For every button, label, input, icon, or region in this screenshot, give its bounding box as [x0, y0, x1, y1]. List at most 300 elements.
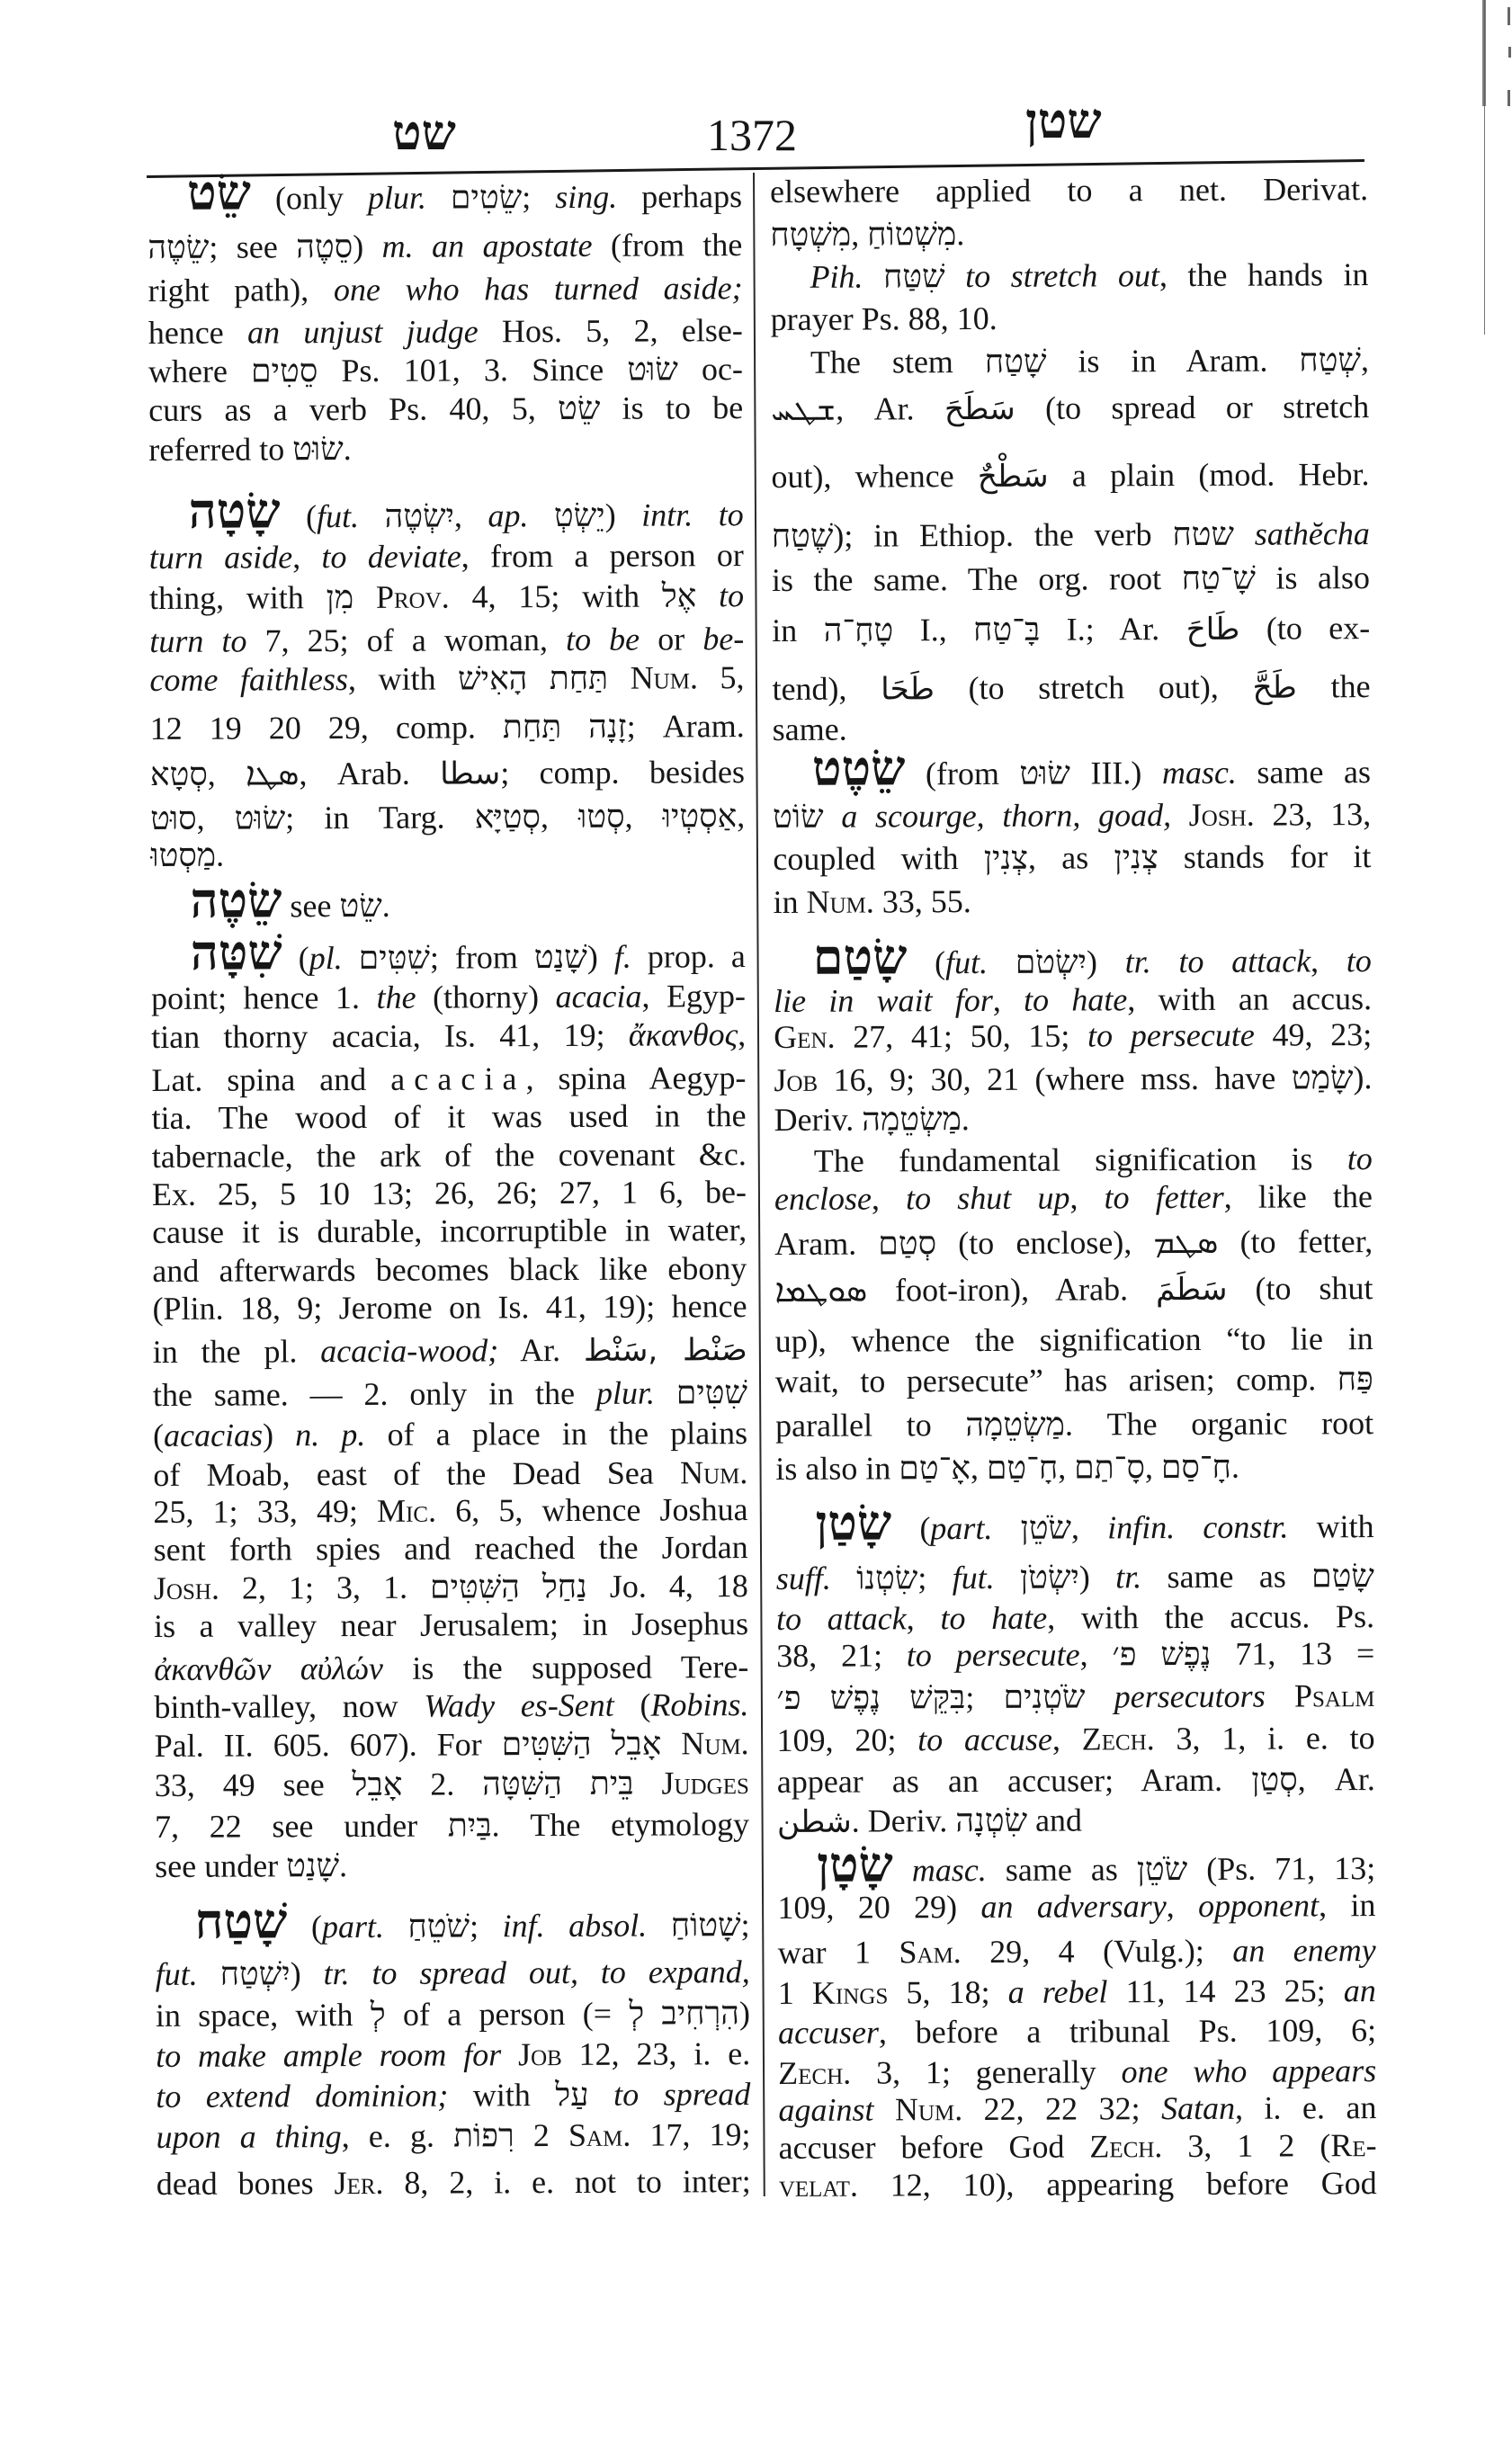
text-line: [774, 1176, 1373, 1220]
text-run: 12, 23, i. e.: [561, 2035, 751, 2073]
text-line: [148, 309, 743, 353]
text-run: elsewhere applied to a net. Derivat.: [770, 171, 1369, 210]
text-run: the same. — 2. only in the: [152, 1374, 596, 1413]
italic-text: to persecute: [1087, 1016, 1255, 1054]
text-run: war 1: [777, 1934, 899, 1971]
text-run: , like the: [1223, 1178, 1373, 1215]
text-line: [148, 426, 743, 470]
text-line: [154, 1684, 748, 1728]
italic-text: to: [1346, 1140, 1373, 1177]
italic-text: come faithless: [149, 661, 349, 698]
text-line: [150, 873, 745, 928]
text-line: [150, 832, 745, 876]
italic-text: acacia: [555, 978, 642, 1015]
text-run: Aram. סְטַם (to enclose), ܣܛܡ (to fetter,: [774, 1223, 1373, 1262]
text-run: שִׁטִּים; from שָׁנַט): [342, 938, 614, 977]
headword: שִׁטָּה: [190, 925, 282, 980]
arabic-word: طَاحَ: [1185, 611, 1240, 648]
text-run: (: [282, 940, 309, 977]
text-run: שָׁטוֹחַ;: [647, 1907, 750, 1944]
italic-text: inf. absol.: [502, 1907, 648, 1945]
italic-text: masc.: [1161, 754, 1237, 791]
text-run: dead bones: [156, 2165, 335, 2202]
text-run: . Deriv. שִׂטְנָה and: [851, 1802, 1083, 1839]
small-caps-reference: Sam.: [568, 2116, 631, 2153]
text-run: is also in אָ־טַם,‎ חָ־טַם,‎ סָ־תַם,‎ חָ־סַם.: [775, 1448, 1240, 1487]
text-run: 109, 20 29): [777, 1888, 981, 1926]
text-run: ): [263, 1417, 296, 1453]
headword: שָׂטַן: [815, 1496, 892, 1551]
text-run: thing, with מִן: [148, 578, 377, 616]
small-caps-reference: Zech.: [778, 2054, 852, 2091]
text-run: 8, 2, i. e. not to inter;: [383, 2163, 751, 2201]
small-caps-reference: Prov.: [375, 578, 450, 615]
text-run: or: [640, 621, 703, 657]
small-caps-reference: Num.: [679, 1454, 748, 1491]
text-line: [779, 2162, 1377, 2206]
italic-text: acacias: [164, 1417, 264, 1453]
text-run: 16, 9; 30, 21 (where mss. have שָׂמַט).: [818, 1060, 1373, 1098]
scan-edge-speck: [1508, 47, 1511, 58]
text-line: [153, 1372, 747, 1416]
text-line: [772, 513, 1370, 557]
text-run: Ar.: [498, 1331, 584, 1369]
text-line: [771, 296, 1369, 340]
italic-text: Satan: [1160, 2089, 1236, 2127]
text-line: [770, 168, 1368, 212]
text-run: , e. g. רִפוֹת‎ 2: [341, 2116, 569, 2155]
right-column: [769, 0, 1378, 2450]
text-run: same as: [1236, 754, 1372, 791]
text-run: (to ex-: [1239, 610, 1371, 647]
text-run: ,: [738, 1016, 747, 1053]
text-run: 3, 1 2 (: [1162, 2127, 1331, 2165]
italic-text: ἀκανθῶν αὐλών: [154, 1650, 383, 1687]
text-run: 33, 49 see אָבֵל‎ 2. בֵּית הַשִּׁטָּה: [154, 1765, 662, 1803]
text-line: [149, 575, 744, 619]
text-line: [157, 2160, 751, 2204]
text-run: The stem שָׁטַח is in Aram. שְׁטַח,: [810, 342, 1370, 380]
text-line: [771, 386, 1369, 430]
text-run: יֵשְׂטְ): [528, 496, 642, 534]
text-run: 6, 5, whence Joshua: [435, 1491, 748, 1529]
italic-text: accuser: [777, 2014, 880, 2051]
text-run: same as שֹׂטֵן (Ps. 71, 13;: [986, 1850, 1376, 1888]
small-caps-reference: Josh.: [153, 1569, 219, 1606]
text-run: 49, 23;: [1254, 1016, 1373, 1053]
text-line: [775, 1402, 1373, 1446]
text-run: up), whence the signification “to lie in: [774, 1320, 1373, 1359]
text-run: 7, 25; of a woman,: [246, 621, 567, 659]
text-line: [775, 1318, 1373, 1362]
text-run: is the same. The org. root שָׁ־טַח is also: [771, 559, 1371, 598]
text-run: appear as an accuser; Aram. סְטַן, Ar.: [776, 1761, 1375, 1800]
text-run: ܣܘܛܡܐ foot-iron), Arab.: [774, 1271, 1157, 1309]
italic-text: lie in wait for: [773, 981, 993, 1019]
text-run: 5, 18;: [888, 1973, 1008, 2011]
italic-text: against: [778, 2091, 874, 2128]
text-line: [155, 1894, 750, 1949]
text-run: , with an accus.: [1127, 980, 1373, 1018]
small-caps-reference: Zech.: [1089, 2128, 1163, 2165]
italic-text: to stretch out: [965, 257, 1159, 295]
text-run: [893, 1852, 912, 1888]
text-run: ܫܛܚ, Ar.: [771, 390, 945, 427]
italic-text: to hate: [940, 1599, 1048, 1637]
text-line: [773, 836, 1371, 880]
small-caps-reference: Mic.: [376, 1492, 437, 1529]
text-run: , נֶפֶשׁ פ׳‎ 71, 13 =: [1079, 1635, 1375, 1673]
text-line: [774, 1221, 1373, 1265]
text-line: [156, 2033, 750, 2077]
small-caps-reference: Judges: [661, 1765, 749, 1802]
text-line: [154, 1526, 748, 1570]
italic-text: the: [376, 979, 416, 1015]
text-run: [873, 2091, 895, 2127]
text-run: tend),: [772, 670, 881, 707]
text-run: 22, 22 32;: [962, 2090, 1162, 2128]
text-line: [155, 1722, 749, 1766]
arabic-word: سَطْحٌ: [977, 458, 1049, 495]
text-run: (Plin. 18, 9; Jerome on Is. 41, 19); hence: [152, 1288, 747, 1327]
small-caps-reference: Josh.: [1188, 796, 1255, 833]
text-line: [150, 705, 745, 749]
text-line: [776, 1632, 1374, 1677]
italic-text: tr. to attack: [1124, 943, 1311, 980]
text-run: ,: [1166, 1887, 1199, 1925]
text-line: [148, 224, 742, 268]
italic-text: an: [1343, 1972, 1376, 2009]
text-run: 38, 21;: [776, 1637, 907, 1674]
small-caps-reference: Num.: [806, 883, 874, 920]
text-run: 25, 1; 33, 49;: [153, 1492, 378, 1530]
text-line: [149, 618, 744, 662]
text-run: Hos. 5, 2, else-: [478, 312, 743, 350]
text-run: sent forth spies and reached the Jordan: [153, 1529, 748, 1568]
text-line: [774, 1014, 1372, 1058]
text-run: 4, 15; with אֶל: [449, 577, 720, 615]
text-run: ,: [992, 981, 1024, 1018]
text-run: , with the accus. Ps.: [1047, 1598, 1375, 1636]
text-run: (: [891, 1510, 931, 1547]
headword: שָׁטַח: [194, 1894, 288, 1949]
text-run: 29, 4 (Vulg.);: [961, 1932, 1233, 1971]
italic-text: fut.: [316, 497, 360, 535]
small-caps-reference: Job: [517, 2036, 562, 2073]
text-run: where סֵטִים Ps. 101, 3. Since שׂוּט oc-: [148, 351, 744, 389]
text-line: [772, 607, 1370, 651]
headword: שָׂטַם: [812, 930, 908, 985]
text-run: 3, 1; generally: [851, 2053, 1122, 2091]
text-run: ,: [906, 1600, 941, 1637]
scan-edge-artifact: [1482, 0, 1486, 106]
text-line: [151, 1095, 746, 1139]
text-run: , with תַּחַת הָאִישׁ: [347, 659, 631, 698]
text-run: (only: [250, 179, 369, 217]
text-run: ,: [1069, 1179, 1105, 1216]
text-run: a plain (mod. Hebr.: [1048, 456, 1370, 494]
italic-text: to accuse: [917, 1721, 1053, 1758]
italic-text: Pih.: [810, 258, 863, 295]
text-run: 7, 22 see under בַּיִת. The etymology: [154, 1806, 750, 1845]
text-run: יִשְׂטֹן): [994, 1559, 1116, 1596]
page-number: 1372: [707, 110, 797, 160]
text-line: [773, 879, 1371, 923]
italic-text: pl.: [309, 940, 343, 977]
small-caps-reference: Num.: [630, 659, 699, 696]
text-line: [153, 1328, 747, 1373]
running-head-right: שטן: [1025, 94, 1102, 148]
text-run: tabernacle, the ark of the covenant &c.: [151, 1136, 747, 1175]
text-line: [774, 1267, 1373, 1311]
text-line: [778, 1970, 1376, 2014]
text-run: ,: [1051, 1721, 1082, 1757]
italic-text: to: [718, 577, 745, 614]
text-run: Deriv. מַשְׂטֵמָה.: [774, 1101, 970, 1138]
italic-text: acacia-wood;: [320, 1332, 499, 1370]
italic-text: one who appears: [1121, 2052, 1377, 2090]
italic-text: suff.: [775, 1560, 831, 1596]
arabic-word: سَطَحَ: [944, 390, 1015, 428]
headword: שָׂטָן: [817, 1838, 893, 1892]
italic-text: to persecute: [906, 1636, 1080, 1674]
text-line: [775, 1445, 1373, 1489]
italic-text: plur.: [367, 179, 427, 216]
arabic-word: شطن: [776, 1803, 852, 1840]
text-line: [152, 1285, 747, 1329]
text-line: [149, 484, 744, 539]
small-caps-reference: Num.: [681, 1725, 749, 1762]
text-run: בִּקֵּשׁ נֶפֶשׁ פ׳;‎ שֹׂטְנִים: [776, 1678, 1114, 1716]
text-line: [155, 1843, 749, 1887]
headword: שֵׂט: [186, 165, 252, 220]
italic-text: intr. to: [641, 496, 744, 533]
italic-text: fut.: [155, 1955, 198, 1992]
italic-text: to spread: [613, 2076, 751, 2113]
text-run: is the supposed Tere-: [382, 1649, 749, 1686]
text-run: , in: [1318, 1887, 1376, 1924]
text-run: 23, 13,: [1254, 796, 1372, 833]
text-run: tian thorny acacia, Is. 41, 19;: [151, 1016, 629, 1055]
italic-text: to: [1346, 943, 1372, 979]
text-run: 1: [777, 1974, 813, 2011]
text-line: [151, 925, 746, 980]
small-caps-reference: Re-: [1330, 2127, 1377, 2164]
text-run: 17, 19;: [631, 2116, 751, 2153]
text-run: 109, 20;: [776, 1721, 918, 1758]
italic-text: fut.: [945, 943, 989, 981]
italic-text: ap.: [488, 497, 529, 534]
text-run: Pal. II. 605. 607). For אָבֵל הַשִּׁטִּים: [154, 1725, 682, 1764]
text-run: Lat. spina and: [151, 1060, 391, 1098]
italic-text: enclose: [774, 1180, 872, 1217]
text-run: שִׂטְנוֹ;: [830, 1560, 953, 1596]
text-run: in טָחָ־ה I., בָּ־טַח I.; Ar.: [772, 610, 1186, 648]
italic-text: Robins.: [650, 1686, 749, 1723]
text-run: in space, with לְ of a person (= הִרְחִיב לְ): [155, 1995, 751, 2034]
left-column: [147, 0, 752, 2450]
text-line: [151, 975, 746, 1019]
text-line: [149, 657, 744, 701]
arabic-word: سَنْط,‎ صَنْط: [583, 1332, 747, 1369]
text-line: [148, 165, 743, 220]
text-run: , from a person or: [461, 537, 744, 575]
text-line: [777, 1717, 1375, 1761]
text-line: [771, 339, 1369, 383]
text-run: perhaps: [617, 178, 743, 215]
letterspaced-text: acacia: [390, 1060, 526, 1097]
text-line: [775, 1358, 1373, 1402]
text-run: (: [287, 1909, 322, 1945]
text-run: accuser before God: [778, 2128, 1090, 2166]
text-run: and afterwards becomes black like ebony: [152, 1250, 747, 1289]
italic-text: part.: [321, 1908, 384, 1945]
small-caps-reference: Sam.: [899, 1934, 962, 1971]
text-run: (to spread or stretch: [1015, 389, 1370, 426]
italic-text: be-: [702, 621, 745, 657]
text-line: [153, 1412, 747, 1456]
italic-text: fut.: [952, 1559, 995, 1596]
italic-text: to shut up: [906, 1179, 1070, 1217]
text-run: Ex. 25, 5 10 13; 26, 26; 27, 1 6, be-: [151, 1174, 747, 1212]
text-run: שֵׂטֶה; see סֵטֶה): [148, 228, 382, 265]
small-caps-reference: Zech.: [1081, 1721, 1155, 1757]
text-run: of Moab, east of the Dead Sea: [153, 1454, 681, 1493]
text-run: curs as a verb Ps. 40, 5, שֵׂט is to be: [148, 389, 744, 428]
text-run: (: [907, 944, 946, 981]
text-run: prayer Ps. 88, 10.: [770, 300, 998, 337]
text-run: שִׁטִּים: [654, 1374, 748, 1411]
italic-text: an enemy: [1232, 1932, 1376, 1969]
text-run: 12 19 20 29, comp. זָנָה תַּחַת; Aram.: [149, 708, 745, 747]
text-run: referred to שׂוּט.: [148, 431, 352, 468]
scan-edge-speck: [1508, 90, 1510, 106]
text-line: [148, 387, 743, 431]
text-line: [156, 1951, 750, 1995]
italic-text: turn aside: [148, 539, 293, 576]
text-run: , i. e. an: [1234, 2089, 1377, 2126]
text-run: parallel to מַשְׂטֵמָה. The organic root: [774, 1405, 1374, 1444]
text-run: hence: [148, 314, 248, 351]
text-line: [778, 1929, 1376, 1973]
text-line: [152, 1209, 747, 1253]
text-run: cause it is durable, incorruptible in water,: [152, 1212, 747, 1250]
text-line: [777, 1884, 1375, 1928]
text-run: , Egyp-: [641, 978, 747, 1015]
small-caps-reference: velat.: [778, 2167, 859, 2204]
text-line: [149, 534, 744, 578]
text-run: [1171, 797, 1189, 833]
italic-text: opponent: [1198, 1887, 1320, 1924]
text-run: , the hands in: [1159, 256, 1369, 294]
italic-text: to extend dominion;: [156, 2077, 449, 2115]
text-run: שׂוֹט: [773, 798, 842, 835]
text-line: [777, 1758, 1375, 1802]
small-caps-reference: Job: [774, 1061, 819, 1098]
arabic-word: سَطَمَ: [1155, 1271, 1228, 1309]
text-run: ; comp. besides: [500, 754, 746, 791]
text-run: שֹׁטֵחַ;: [383, 1908, 503, 1945]
text-line: [778, 2009, 1376, 2053]
text-line: [151, 1014, 746, 1058]
text-run: (thorny): [416, 979, 556, 1015]
text-run: יִשְׂטֶה,: [359, 497, 488, 534]
text-line: [156, 1992, 750, 2036]
small-caps-reference: Kings: [811, 1974, 889, 2011]
text-line: [774, 1057, 1372, 1101]
text-line: [773, 793, 1371, 837]
text-run: (: [153, 1417, 165, 1453]
text-run: , spina Aegyp-: [525, 1060, 747, 1097]
italic-text: n. p.: [295, 1416, 366, 1453]
text-line: [776, 1675, 1374, 1719]
italic-text: ἄκανθος: [628, 1016, 738, 1053]
small-caps-reference: Num.: [894, 2091, 963, 2128]
text-run: coupled with צְנִין, as צְנִין stands for it: [773, 838, 1372, 877]
text-line: [771, 453, 1369, 497]
headword: שָׂטָה: [188, 484, 281, 539]
text-line: [148, 348, 743, 392]
text-run: [1266, 1677, 1294, 1713]
text-run: מַסְטוּ.: [150, 836, 225, 873]
text-run: (to stretch out),: [934, 668, 1253, 707]
text-line: [776, 1555, 1374, 1599]
italic-text: one who has turned aside;: [333, 270, 743, 308]
text-run: 5,: [697, 659, 745, 696]
italic-text: an adversary: [980, 1888, 1167, 1925]
arabic-word: سطا: [440, 756, 501, 792]
text-line: [772, 557, 1370, 601]
italic-text: to deviate: [321, 538, 461, 576]
text-run: right path),: [148, 272, 334, 308]
italic-text: turn to: [149, 622, 247, 659]
text-run: see under שָׁנַט.: [155, 1847, 348, 1884]
italic-text: tr.: [1115, 1559, 1142, 1596]
text-run: , before a tribunal Ps. 109, 6;: [878, 2012, 1377, 2051]
text-run: סוּט,‎ שׂוּט; in Targ. סְטַיָּא,‎ סְטוּ,‎ אַסְטְיוּ,: [150, 798, 746, 836]
text-run: [501, 2036, 518, 2072]
text-run: binth-valley, now: [154, 1687, 425, 1725]
scan-edge-speck: [1508, 7, 1510, 25]
italic-text: to make ample room for: [156, 2036, 502, 2074]
text-run: שֵׂטִים;: [425, 179, 556, 216]
text-run: same.: [772, 711, 847, 747]
text-run: in the pl.: [152, 1333, 321, 1370]
italic-text: f.: [613, 938, 631, 975]
text-run: (: [613, 1686, 651, 1723]
text-run: שִׁטַּח: [863, 258, 966, 295]
small-caps-reference: Gen.: [774, 1018, 836, 1055]
text-run: 12, 10), appearing before God: [857, 2165, 1377, 2204]
text-line: [772, 666, 1370, 710]
italic-text: a scourge, thorn, goad,: [841, 797, 1172, 835]
text-run: same as שָׂטַם: [1141, 1558, 1374, 1596]
text-run: 33, 55.: [873, 883, 971, 920]
text-run: סְטָא,‎ ܣܛܐ, Arab.: [149, 755, 441, 792]
italic-text: tr. to spread out, to expand,: [323, 1954, 750, 1992]
italic-text: masc.: [911, 1851, 987, 1889]
text-run: prop. a: [631, 938, 746, 975]
text-run: with: [1288, 1508, 1374, 1545]
text-line: [770, 254, 1368, 298]
column-divider: [753, 173, 765, 2196]
text-run: (from שׂוּט III.): [905, 755, 1162, 792]
arabic-word: طَحَا: [881, 671, 935, 708]
text-line: [154, 1603, 748, 1647]
text-run: (to shut: [1227, 1270, 1373, 1307]
text-line: [775, 1496, 1374, 1551]
italic-text: a rebel: [1007, 1973, 1108, 2010]
